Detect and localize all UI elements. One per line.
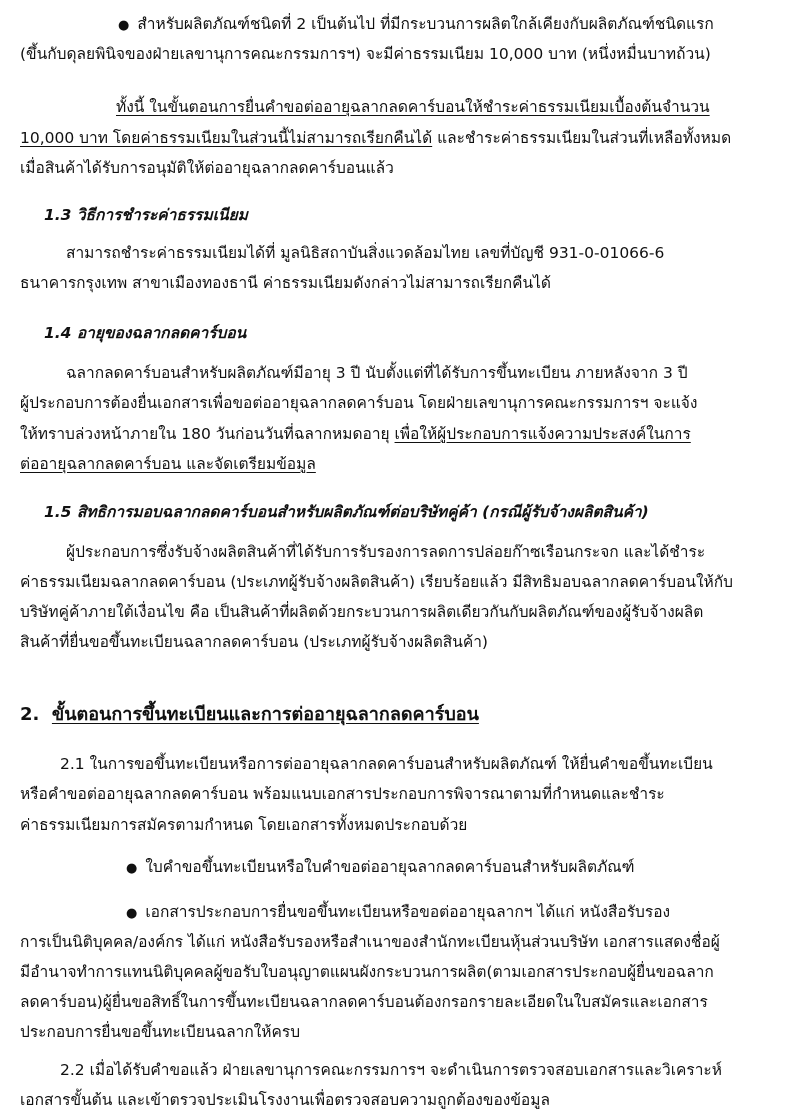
s14-line-3	[20, 424, 691, 444]
s21-bullet-2-line-5: ประกอบการยื่นขอขึ้นทะเบียนฉลากให้ครบ	[20, 1023, 301, 1041]
s13-line-1: สามารถชำระค่าธรรมเนียมได้ที่ มูลนิธิสถาบันสิ่งแวดล้อมไทย เลขที่บัญชี 931-0-01066-6	[66, 244, 665, 262]
fee-bullet-line-1	[118, 14, 714, 36]
s14-line-2: ผู้ประกอบการต้องยื่นเอกสารเพื่อขอต่ออายุฉลากลดคาร์บอน โดยฝ่ายเลขานุการคณะกรรมการฯ จะแจ้ง	[20, 394, 698, 412]
s13-line-2: ธนาคารกรุงเทพ สาขาเมืองทองธานี ค่าธรรมเนียมดังกล่าวไม่สามารถเรียกคืนได้	[20, 274, 551, 292]
s21-line-3: ค่าธรรมเนียมการสมัครตามกำหนด โดยเอกสารทั้งหมดประกอบด้วย	[20, 816, 468, 834]
note-line-2-rest: และชำระค่าธรรมเนียมในส่วนที่เหลือทั้งหมด	[432, 129, 732, 147]
s21-bullet-2-line-3: มีอำนาจทำการแทนนิติบุคคลผู้ขอรับใบอนุญาตแผนผังกระบวนการผลิต(ตามเอกสารประกอบผู้ยื่นขอฉลาก	[20, 963, 714, 981]
s21-bullet-1	[126, 857, 635, 879]
s21-line-2: หรือคำขอต่ออายุฉลากลดคาร์บอน พร้อมแนบเอกสารประกอบการพิจารณาตามที่กำหนดและชำระ	[20, 785, 665, 803]
s21-bullet-2-text: เอกสารประกอบการยื่นขอขึ้นทะเบียนหรือขอต่ออายุฉลากฯ ได้แก่ หนังสือรับรอง	[145, 903, 671, 921]
section-1-4-heading: 1.4 อายุของฉลากลดคาร์บอน	[44, 324, 247, 342]
section-2-number: 2.	[20, 704, 40, 725]
s14-line-3-underlined: เพื่อให้ผู้ประกอบการแจ้งความประสงค์ในการ	[394, 425, 691, 443]
s15-line-4: สินค้าที่ยื่นขอขึ้นทะเบียนฉลากลดคาร์บอน (ประเภทผู้รับจ้างผลิตสินค้า)	[20, 633, 488, 651]
s21-bullet-2-line-4: ลดคาร์บอน)ผู้ยื่นขอสิทธิ์ในการขึ้นทะเบียนฉลากลดคาร์บอนต้องกรอกรายละเอียดในใบสมัครและเอกสาร	[20, 993, 708, 1011]
s22-line-2: เอกสารขั้นต้น และเข้าตรวจประเมินโรงงานเพื่อตรวจสอบความถูกต้องของข้อมูล	[20, 1091, 550, 1109]
section-2-heading	[20, 705, 479, 725]
s15-line-1: ผู้ประกอบการซึ่งรับจ้างผลิตสินค้าที่ได้รับการรับรองการลดการปล่อยก๊าซเรือนกระจก และได้ชำระ	[66, 543, 706, 561]
section-1-3-heading: 1.3 วิธีการชำระค่าธรรมเนียม	[44, 206, 248, 224]
bullet-icon: ●	[118, 18, 130, 33]
bullet-icon: ●	[126, 861, 138, 876]
s22-line-1: 2.2 เมื่อได้รับคำขอแล้ว ฝ่ายเลขานุการคณะกรรมการฯ จะดำเนินการตรวจสอบเอกสารและวิเคราะห์	[60, 1061, 722, 1079]
fee-bullet-text: สำหรับผลิตภัณฑ์ชนิดที่ 2 เป็นต้นไป ที่มีกระบวนการผลิตใกล้เคียงกับผลิตภัณฑ์ชนิดแรก	[137, 15, 714, 33]
s15-line-3: บริษัทคู่ค้าภายใต้เงื่อนไข คือ เป็นสินค้าที่ผลิตด้วยกระบวนการผลิตเดียวกันกับผลิตภัณฑ์ของผู้รับจ้างผลิต	[20, 603, 704, 621]
fee-bullet-line-2: (ขึ้นกับดุลยพินิจของฝ่ายเลขานุการคณะกรรมการฯ) จะมีค่าธรรมเนียม 10,000 บาท (หนึ่งหมื่นบาทถ้วน)	[20, 45, 711, 63]
section-1-5-heading: 1.5 สิทธิการมอบฉลากลดคาร์บอนสำหรับผลิตภัณฑ์ต่อบริษัทคู่ค้า (กรณีผู้รับจ้างผลิตสินค้า)	[44, 503, 649, 521]
note-line-3: เมื่อสินค้าได้รับการอนุมัติให้ต่ออายุฉลากลดคาร์บอนแล้ว	[20, 159, 394, 177]
s14-line-1: ฉลากลดคาร์บอนสำหรับผลิตภัณฑ์มีอายุ 3 ปี นับตั้งแต่ที่ได้รับการขึ้นทะเบียน ภายหลังจาก 3 ปี	[66, 364, 688, 382]
note-underlined-line-1: ทั้งนี้ ในขั้นตอนการยื่นคำขอต่ออายุฉลากลดคาร์บอนให้ชำระค่าธรรมเนียมเบื้องต้นจำนวน	[116, 98, 710, 116]
s15-line-2: ค่าธรรมเนียมฉลากลดคาร์บอน (ประเภทผู้รับจ้างผลิตสินค้า) เรียบร้อยแล้ว มีสิทธิมอบฉลากลดคาร์บอนให้กับ	[20, 573, 733, 591]
section-2-title: ขั้นตอนการขึ้นทะเบียนและการต่ออายุฉลากลดคาร์บอน	[51, 704, 479, 725]
s21-bullet-2-line-2: การเป็นนิติบุคคล/องค์กร ได้แก่ หนังสือรับรองหรือสำเนาของสำนักทะเบียนหุ้นส่วนบริษัท เอกสารแสดงชื่อผู้	[20, 933, 720, 951]
s14-line-3-text: ให้ทราบล่วงหน้าภายใน 180 วันก่อนวันที่ฉลากหมดอายุ	[20, 425, 395, 443]
bullet-icon: ●	[126, 906, 138, 921]
s21-bullet-1-text: ใบคำขอขึ้นทะเบียนหรือใบคำขอต่ออายุฉลากลดคาร์บอนสำหรับผลิตภัณฑ์	[145, 858, 635, 876]
s21-bullet-2-line-1	[126, 902, 670, 924]
note-line-2	[20, 128, 731, 148]
s21-line-1: 2.1 ในการขอขึ้นทะเบียนหรือการต่ออายุฉลากลดคาร์บอนสำหรับผลิตภัณฑ์ ให้ยื่นคำขอขึ้นทะเบียน	[60, 755, 713, 773]
note-underlined-line-2: 10,000 บาท โดยค่าธรรมเนียมในส่วนนี้ไม่สามารถเรียกคืนได้	[20, 129, 433, 147]
s14-line-4-underlined: ต่ออายุฉลากลดคาร์บอน และจัดเตรียมข้อมูล	[20, 455, 316, 473]
